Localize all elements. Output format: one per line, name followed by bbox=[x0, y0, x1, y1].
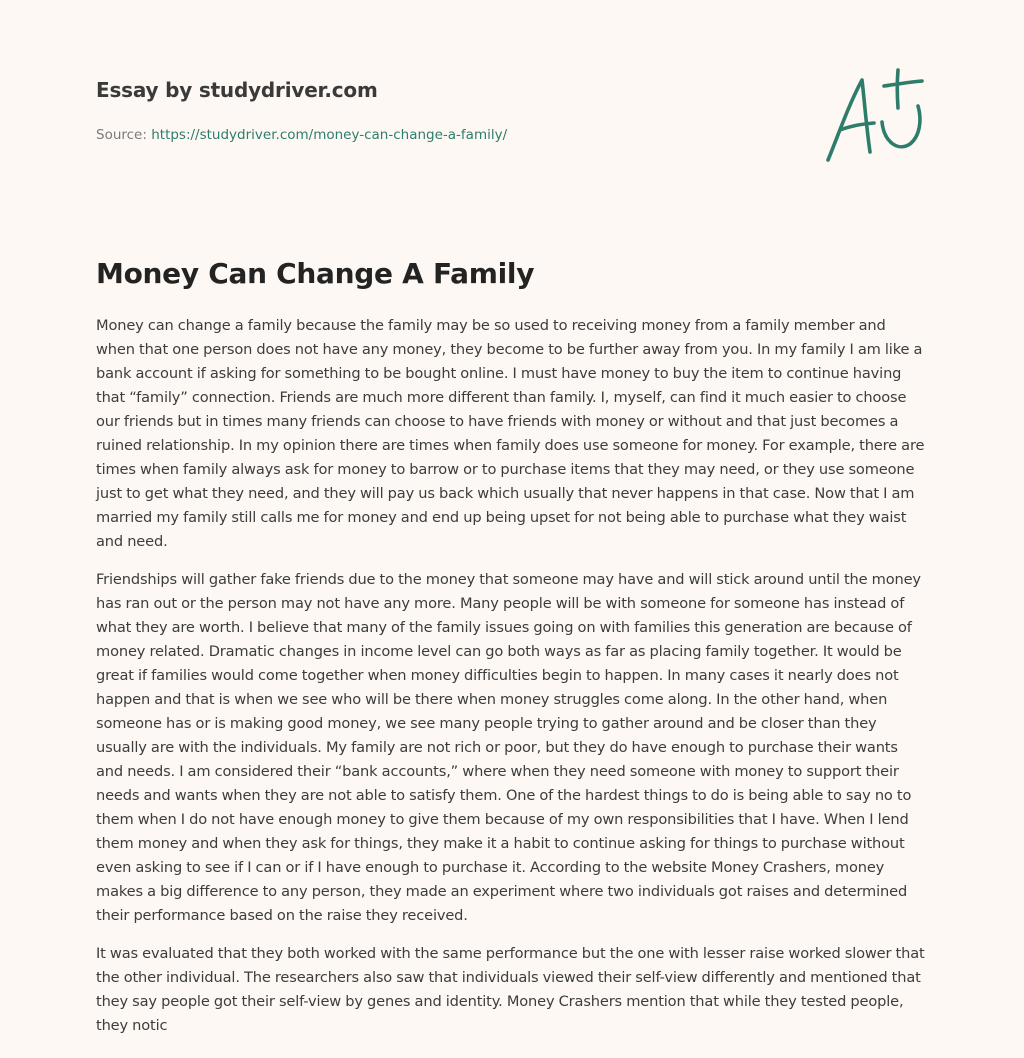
source-line bbox=[96, 126, 796, 144]
source-label: Source: bbox=[96, 127, 152, 143]
essay-paragraph: Friendships will gather fake friends due to the money that someone may have and will stick around until the money has ran out or the person may not have any more. Many people will be with someone for someone has instead of what they are worth. I believe that many of the family issues going on with families this generation are because of money related. Dramatic changes in income level can go both ways as far as placing family together. It would be great if families would come together when money difficulties begin to happen. In many cases it nearly does not happen and that is when we see who will be there when money struggles come along. In the other hand, when someone has or is making good money, we see many people trying to gather around and be closer than they usually are with the individuals. My family are not rich or poor, but they do have enough to purchase their wants and needs. I am considered their “bank accounts,” where when they need someone with money to support their needs and wants when they are not able to satisfy them. One of the hardest things to do is being able to say no to them when I do not have enough money to give them because of my own responsibilities that I have. When I lend them money and when they ask for things, they make it a habit to continue asking for things to purchase without even asking to see if I can or if I have enough to purchase it. According to the website Money Crashers, money makes a big difference to any person, they made an experiment where two individuals got raises and determined their performance based on the raise they received. bbox=[96, 571, 921, 924]
page-header bbox=[96, 76, 796, 144]
essay-paragraph: Money can change a family because the family may be so used to receiving money from a family member and when that one person does not have any money, they become to be further away from you. In my family I am like a bank account if asking for something to be bought online. I must have money to buy the item to continue having that “family” connection. Friends are much more different than family. I, myself, can find it much easier to choose our friends but in times many friends can choose to have friends with money or without and that just becomes a ruined relationship. In my opinion there are times when family does use someone for money. For example, there are times when family always ask for money to barrow or to purchase items that they may need, or they use someone just to get what they need, and they will pay us back which usually that never happens in that case. Now that I am married my family still calls me for money and end up being upset for not being able to purchase what they waist and need. bbox=[96, 317, 925, 550]
essay-body bbox=[96, 314, 928, 1052]
a-plus-logo-icon bbox=[818, 66, 930, 166]
essay-paragraph: It was evaluated that they both worked with the same performance but the one with lesser raise worked slower that the other individual. The researchers also saw that individuals viewed their self-view differently and mentioned that they say people got their self-view by genes and identity. Money Crashers mention that while they tested people, they notic bbox=[96, 945, 925, 1034]
brand-title: Essay by studydriver.com bbox=[96, 78, 378, 102]
page-title: Money Can Change A Family bbox=[96, 257, 535, 290]
source-link[interactable]: https://studydriver.com/money-can-change-a-family/ bbox=[151, 127, 508, 143]
